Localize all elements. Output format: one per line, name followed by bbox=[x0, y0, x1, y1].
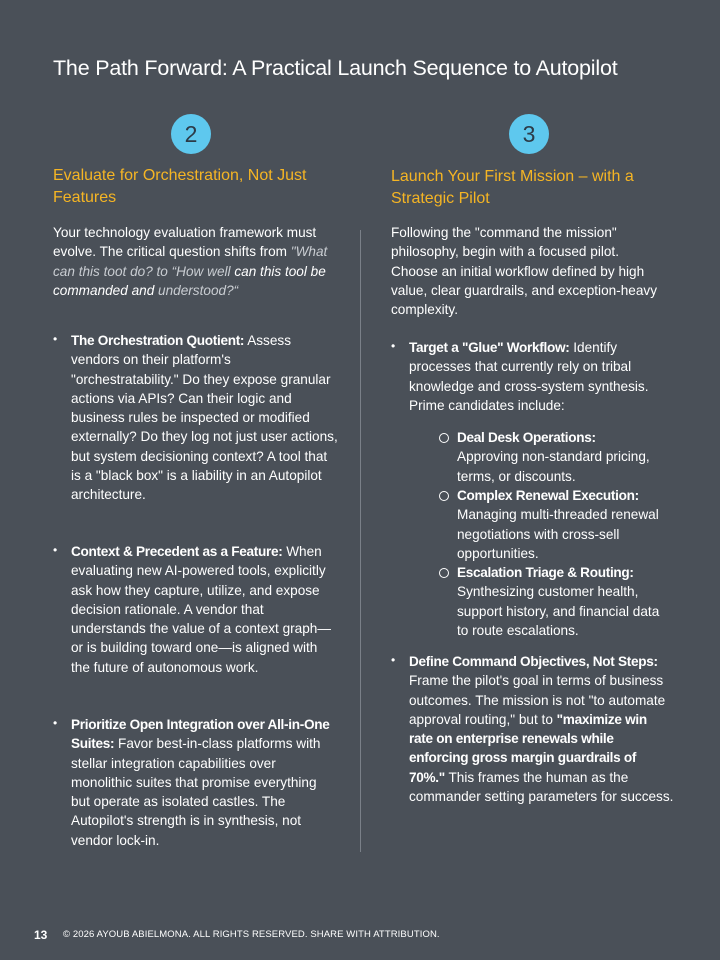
subitem-deal-desk bbox=[457, 428, 672, 486]
right-bullet-glue-workflow bbox=[391, 338, 671, 415]
page-title: The Path Forward: A Practical Launch Sequence to Autopilot bbox=[53, 56, 618, 80]
subitem-title: Complex Renewal Execution: bbox=[457, 488, 639, 503]
left-section-heading: Evaluate for Orchestration, Not Just Features bbox=[53, 167, 307, 206]
bullet-text: Frame the pilot's goal in terms of business outcomes. The mission is not "to automate approval routing," but to bbox=[409, 673, 666, 727]
bullet-dot: • bbox=[53, 332, 58, 346]
bullet-emphasis: "maximize win rate on enterprise renewals while enforcing gross margin guardrails of 70%." bbox=[409, 711, 647, 785]
left-bullet-orchestration bbox=[53, 331, 339, 505]
bullet-title: Prioritize Open Integration over All-in-One Suites: bbox=[71, 717, 330, 752]
left-intro-question-1: "What can this toot do? to “How well bbox=[53, 244, 328, 279]
bullet-title: Define Command Objectives, Not Steps: bbox=[409, 654, 658, 669]
circle-bullet-icon bbox=[439, 433, 449, 443]
bullet-dot: • bbox=[391, 653, 396, 667]
left-bullet-integration bbox=[53, 715, 335, 850]
bullet-title: The Orchestration Quotient: bbox=[71, 333, 245, 348]
step-3-badge: 3 bbox=[509, 114, 549, 154]
left-intro-paragraph bbox=[53, 223, 343, 300]
subitem-escalation bbox=[457, 563, 672, 640]
bullet-dot: • bbox=[53, 543, 58, 557]
column-divider bbox=[360, 230, 361, 852]
step-2-badge: 2 bbox=[171, 114, 211, 154]
bullet-dot: • bbox=[53, 716, 58, 730]
bullet-text: Assess vendors on their platform's "orchestratability." Do they expose granular actions via APIs? Can their logic and business rules be inspected or modified externally? Do they log not just user actions, but system decisioning context? A tool that is a "black box" is a liability in an Autopilot architecture. bbox=[71, 333, 338, 503]
bullet-title: Target a "Glue" Workflow: bbox=[409, 340, 570, 355]
subitem-renewal bbox=[457, 486, 672, 563]
circle-bullet-icon bbox=[439, 568, 449, 578]
bullet-text: Identify processes that currently rely on tribal knowledge and cross-system synthesis. Prime candidates include: bbox=[409, 340, 649, 413]
copyright-notice: © 2026 AYOUB ABIELMONA. ALL RIGHTS RESERVED. SHARE WITH ATTRIBUTION. bbox=[63, 929, 440, 940]
right-bullet-command-objectives bbox=[391, 652, 674, 806]
subitem-text: Synthesizing customer health, support history, and financial data to route escalations. bbox=[457, 584, 660, 638]
circle-bullet-icon bbox=[439, 491, 449, 501]
bullet-text: When evaluating new AI-powered tools, explicitly ask how they capture, utilize, and expose decision rationale. A vendor that understands the value of a context graph—or is building toward one—is aligned with the future of autonomous work. bbox=[71, 544, 331, 675]
subitem-text: Managing multi-threaded renewal negotiations with cross-sell opportunities. bbox=[457, 507, 659, 561]
left-intro-text: Your technology evaluation framework must evolve. The critical question shifts from bbox=[53, 225, 317, 260]
left-bullet-context bbox=[53, 542, 335, 677]
page-number: 13 bbox=[34, 928, 48, 942]
bullet-dot: • bbox=[391, 339, 396, 353]
left-intro-question-3: understood?“ bbox=[154, 282, 239, 298]
bullet-text: Favor best-in-class platforms with stellar integration capabilities over monolithic suites that promise everything but operate as isolated castles. The Autopilot's strength is in synthesis, not vendor lock-in. bbox=[71, 736, 321, 848]
right-intro-paragraph: Following the "command the mission" philosophy, begin with a focused pilot. Choose an initial workflow defined by high value, clear guardrails, and exception-heavy complexity. bbox=[391, 225, 657, 318]
left-intro-question-2: can this tool be commanded and bbox=[53, 263, 326, 298]
bullet-text-end: This frames the human as the commander setting parameters for success. bbox=[409, 769, 674, 805]
subitem-text: Approving non-standard pricing, terms, or discounts. bbox=[457, 449, 650, 484]
subitem-title: Escalation Triage & Routing: bbox=[457, 565, 634, 580]
bullet-title: Context & Precedent as a Feature: bbox=[71, 544, 283, 559]
right-section-heading: Launch Your First Mission – with a Strategic Pilot bbox=[391, 168, 634, 207]
subitem-title: Deal Desk Operations: bbox=[457, 430, 596, 445]
